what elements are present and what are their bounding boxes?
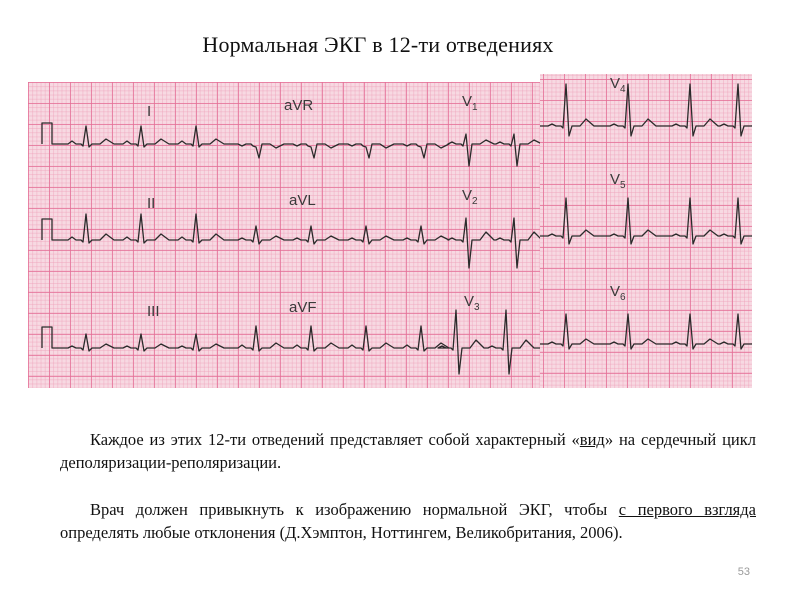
ecg-grid-main xyxy=(28,82,540,388)
lead-label-aVL: aVL xyxy=(289,192,316,209)
underlined-phrase: с первого взгляда xyxy=(618,500,756,519)
lead-label-V1: $V_1$ xyxy=(462,93,478,113)
ecg-trace-row3 xyxy=(42,310,540,374)
paragraph-1: Каждое из этих 12-ти отведений представляет собой характерный «вид» на сердечный цикл деполяризации-реполяризации. xyxy=(60,430,756,472)
underlined-word-vid: вид xyxy=(579,430,605,449)
lead-label-aVR: aVR xyxy=(284,97,314,114)
slide-title: Нормальная ЭКГ в 12-ти отведениях xyxy=(202,32,554,57)
ecg-trace-row2 xyxy=(42,214,540,268)
paragraph-2: Врач должен привыкнуть к изображению нормальной ЭКГ, чтобы с первого взгляда определять любые отклонения (Д.Хэмптон, Ноттингем, Великобритания, 2006). xyxy=(60,500,756,542)
lead-label-II: II xyxy=(147,195,156,212)
lead-label-III: III xyxy=(147,303,160,320)
lead-label-I: I xyxy=(147,103,152,120)
lead-label-V5: $V_5$ xyxy=(610,171,626,191)
ecg-traces-right xyxy=(540,74,752,388)
lead-label-V2: $V_2$ xyxy=(462,187,478,207)
ecg-traces-main xyxy=(28,82,540,388)
ecg-trace-V5 xyxy=(540,198,752,244)
ecg-grid-right xyxy=(540,74,752,388)
lead-label-V3: $V_3$ xyxy=(464,293,480,313)
ecg-trace-V6 xyxy=(540,314,752,349)
lead-label-V4: $V_4$ xyxy=(610,75,626,95)
page-number: 53 xyxy=(737,566,750,578)
lead-label-V6: $V_6$ xyxy=(610,283,626,303)
ecg-trace-row1 xyxy=(42,123,540,166)
lead-label-aVF: aVF xyxy=(289,299,317,316)
ecg-trace-V4 xyxy=(540,84,752,136)
